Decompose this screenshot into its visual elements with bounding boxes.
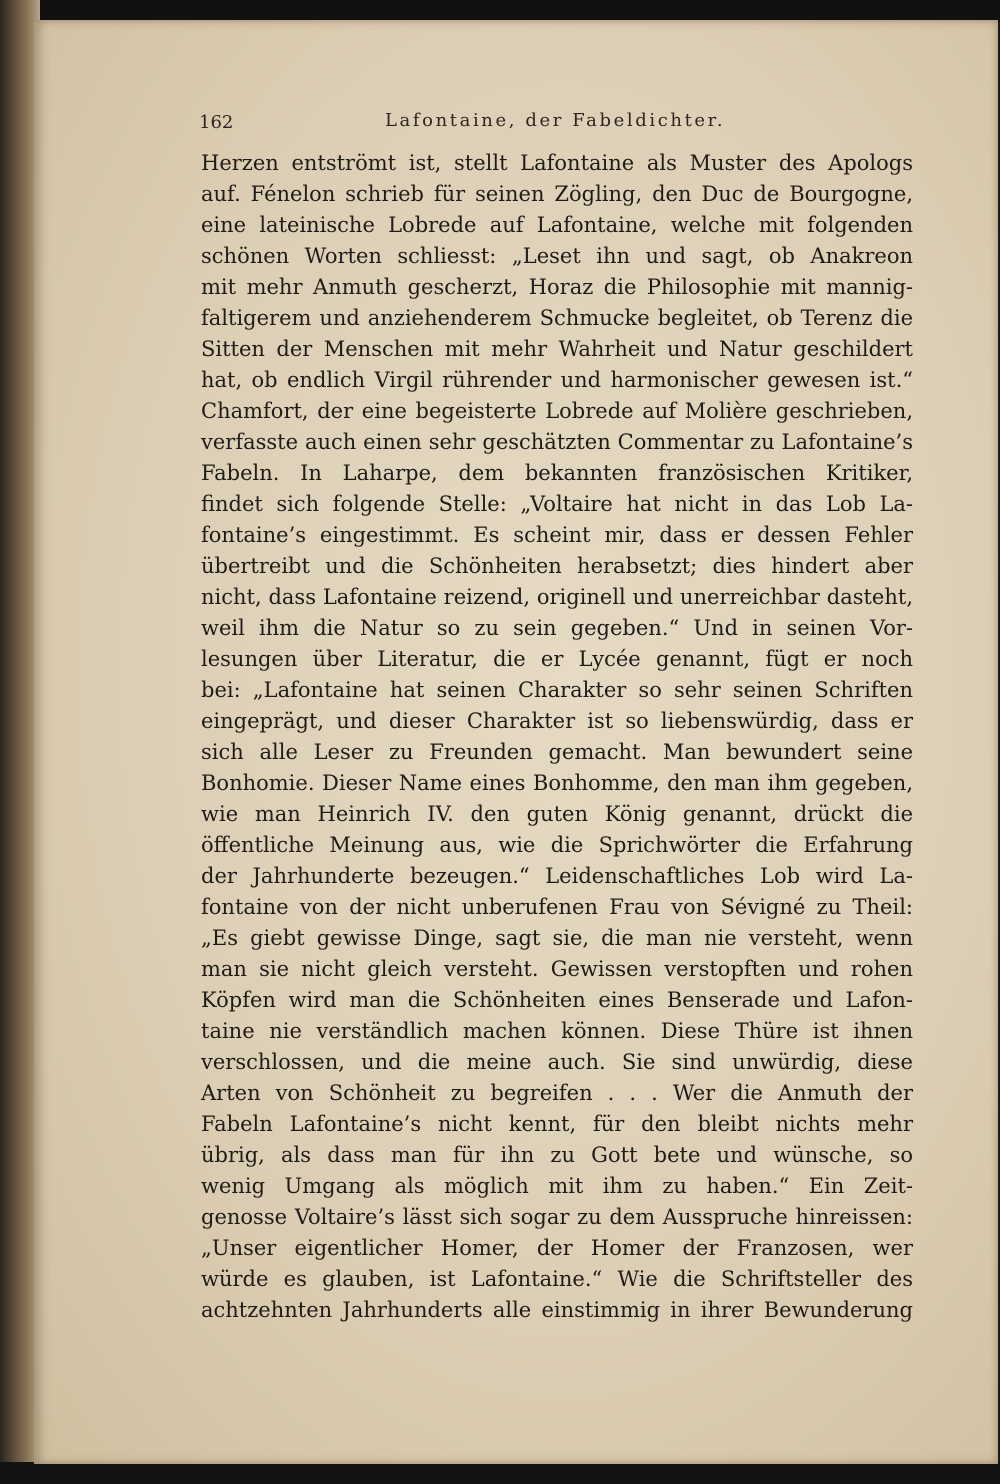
text-line: übrig, als dass man für ihn zu Gott bete und wünsche, so bbox=[201, 1143, 913, 1167]
text-line: wenig Umgang als möglich mit ihm zu haben.“ Ein Zeit- bbox=[201, 1174, 913, 1198]
text-line: auf. Fénelon schrieb für seinen Zögling, den Duc de Bourgogne, bbox=[201, 182, 913, 206]
text-line: Fabeln. In Laharpe, dem bekannten französischen Kritiker, bbox=[201, 461, 913, 485]
text-line: öffentliche Meinung aus, wie die Sprichwörter die Erfahrung bbox=[201, 833, 913, 857]
text-line: findet sich folgende Stelle: „Voltaire hat nicht in das Lob La- bbox=[201, 492, 913, 516]
text-line: man sie nicht gleich versteht. Gewissen verstopften und rohen bbox=[201, 957, 913, 981]
text-line: Arten von Schönheit zu begreifen . . . Wer die Anmuth der bbox=[201, 1081, 913, 1105]
text-line: mit mehr Anmuth gescherzt, Horaz die Philosophie mit mannig- bbox=[201, 275, 913, 299]
text-line: fontaine’s eingestimmt. Es scheint mir, dass er dessen Fehler bbox=[201, 523, 913, 547]
scan-bottom-border bbox=[0, 1462, 1000, 1484]
text-line: hat, ob endlich Virgil rührender und harmonischer gewesen ist.“ bbox=[201, 368, 913, 392]
text-line: übertreibt und die Schönheiten herabsetzt; dies hindert aber bbox=[201, 554, 913, 578]
text-line: weil ihm die Natur so zu sein gegeben.“ Und in seinen Vor- bbox=[201, 616, 913, 640]
text-line: würde es glauben, ist Lafontaine.“ Wie die Schriftsteller des bbox=[201, 1267, 913, 1291]
text-line: „Es giebt gewisse Dinge, sagt sie, die man nie versteht, wenn bbox=[201, 926, 913, 950]
text-line: fontaine von der nicht unberufenen Frau von Sévigné zu Theil: bbox=[201, 895, 913, 919]
text-line: verschlossen, und die meine auch. Sie sind unwürdig, diese bbox=[201, 1050, 913, 1074]
text-line: Bonhomie. Dieser Name eines Bonhomme, den man ihm gegeben, bbox=[201, 771, 913, 795]
book-page bbox=[34, 20, 998, 1464]
text-line: eine lateinische Lobrede auf Lafontaine, welche mit folgenden bbox=[201, 213, 913, 237]
text-line: Fabeln Lafontaine’s nicht kennt, für den bleibt nichts mehr bbox=[201, 1112, 913, 1136]
text-line: Chamfort, der eine begeisterte Lobrede auf Molière geschrieben, bbox=[201, 399, 913, 423]
text-line: faltigerem und anziehenderem Schmucke begleitet, ob Terenz die bbox=[201, 306, 913, 330]
text-line: schönen Worten schliesst: „Leset ihn und sagt, ob Anakreon bbox=[201, 244, 913, 268]
page-number: 162 bbox=[199, 112, 234, 133]
text-line: wie man Heinrich IV. den guten König genannt, drückt die bbox=[201, 802, 913, 826]
text-line: sich alle Leser zu Freunden gemacht. Man bewundert seine bbox=[201, 740, 913, 764]
page-header bbox=[199, 108, 759, 138]
scan-top-border bbox=[0, 0, 1000, 22]
text-line: verfasste auch einen sehr geschätzten Commentar zu Lafontaine’s bbox=[201, 430, 913, 454]
running-head: Lafontaine, der Fabeldichter. bbox=[385, 110, 726, 131]
text-line: lesungen über Literatur, die er Lycée genannt, fügt er noch bbox=[201, 647, 913, 671]
text-line: eingeprägt, und dieser Charakter ist so liebenswürdig, dass er bbox=[201, 709, 913, 733]
text-line: „Unser eigentlicher Homer, der Homer der Franzosen, wer bbox=[201, 1236, 913, 1260]
text-line: taine nie verständlich machen können. Diese Thüre ist ihnen bbox=[201, 1019, 913, 1043]
text-line: Köpfen wird man die Schönheiten eines Benserade und Lafon- bbox=[201, 988, 913, 1012]
text-line: genosse Voltaire’s lässt sich sogar zu dem Ausspruche hinreissen: bbox=[201, 1205, 913, 1229]
text-line: Herzen entströmt ist, stellt Lafontaine als Muster des Apologs bbox=[201, 151, 913, 175]
text-line: achtzehnten Jahrhunderts alle einstimmig in ihrer Bewunderung bbox=[201, 1298, 913, 1322]
text-line: Sitten der Menschen mit mehr Wahrheit und Natur geschildert bbox=[201, 337, 913, 361]
text-line: der Jahrhunderte bezeugen.“ Leidenschaftliches Lob wird La- bbox=[201, 864, 913, 888]
body-text bbox=[201, 148, 913, 1326]
text-line: bei: „Lafontaine hat seinen Charakter so sehr seinen Schriften bbox=[201, 678, 913, 702]
text-line: nicht, dass Lafontaine reizend, originell und unerreichbar dasteht, bbox=[201, 585, 913, 609]
